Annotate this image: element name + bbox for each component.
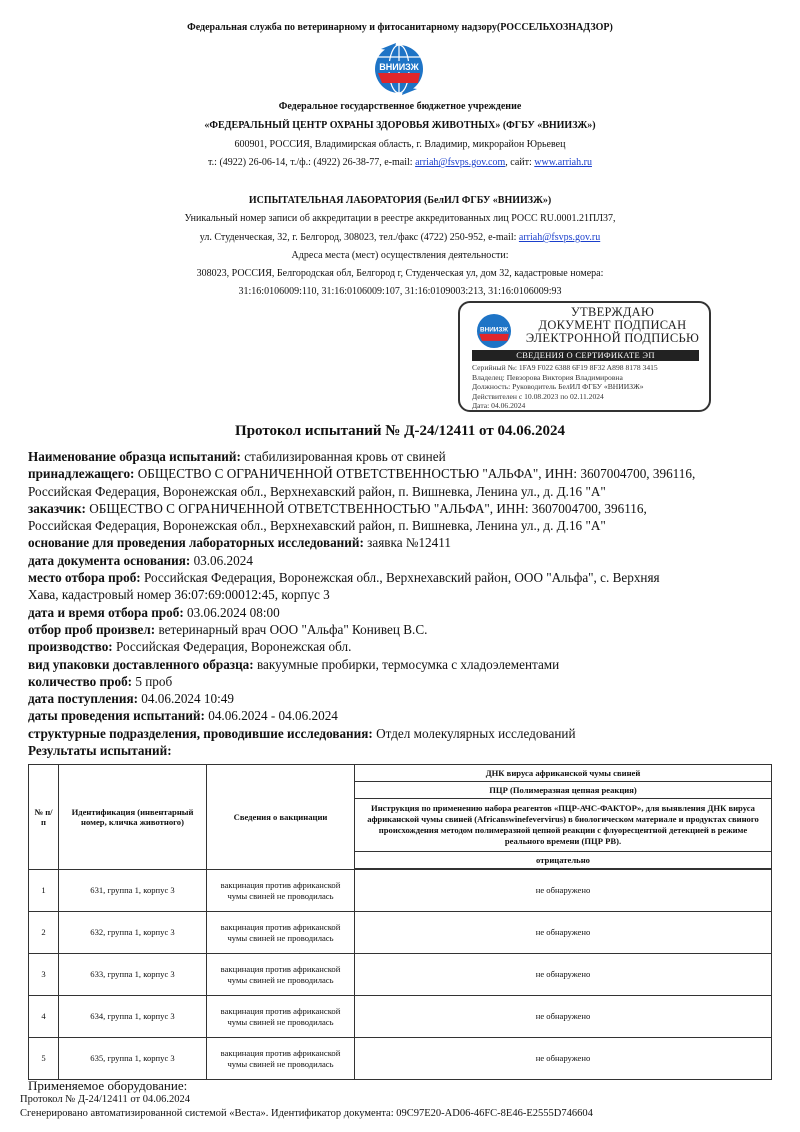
cell-num: 3 (29, 954, 59, 996)
field-row (28, 465, 788, 482)
field-label: количество проб: (28, 673, 133, 689)
cadastral-numbers: 31:16:0106009:110, 31:16:0106009:107, 31:16:0109003:213, 31:16:0106009:93 (238, 286, 562, 297)
table-row (29, 996, 772, 1038)
field-value: 04.06.2024 10:49 (137, 691, 234, 707)
field-label: Результаты испытаний: (28, 743, 172, 759)
contacts-text: т.: (4922) 26-06-14, т./ф.: (4922) 26-38-77, e-mail: (208, 157, 416, 168)
field-label: место отбора проб: (28, 570, 141, 586)
footer-protocol: Протокол № Д-24/12411 от 04.06.2024 (20, 1094, 190, 1105)
field-value: 03.06.2024 08:00 (183, 604, 280, 620)
lab-address (0, 232, 800, 243)
activity-address: 308023, РОССИЯ, Белгородская обл, Белгород г, Студенческая ул, дом 32, кадастровые номера: (196, 268, 604, 279)
cert-owner: Владелец: Певзорова Виктория Владимировна (472, 372, 623, 382)
field-value: ветеринарный врач ООО "Альфа" Конивец В.С. (155, 621, 428, 637)
field-value: Российская Федерация, Воронежская обл. (112, 639, 352, 655)
stamp-cert-bar: СВЕДЕНИЯ О СЕРТИФИКАТЕ ЭП (472, 350, 699, 361)
field-label: дата и время отбора проб: (28, 604, 184, 620)
cell-result: не обнаружено (355, 954, 772, 996)
cell-num: 4 (29, 996, 59, 1038)
field-label: отбор проб произвел: (28, 621, 156, 637)
field-label: структурные подразделения, проводившие исследования: (28, 725, 373, 741)
field-row (28, 725, 788, 742)
field-label: даты проведения испытаний: (28, 708, 205, 724)
cell-result: не обнаружено (355, 1038, 772, 1080)
field-row (28, 638, 788, 655)
field-value: 04.06.2024 - 04.06.2024 (204, 708, 338, 724)
cell-num: 2 (29, 912, 59, 954)
cell-vaccination: вакцинация против африканской чумы свиней не проводилась (207, 1038, 355, 1080)
equipment-label: Применяемое оборудование: (28, 1078, 188, 1093)
cell-num: 5 (29, 1038, 59, 1080)
stamp-cert-info (472, 363, 658, 411)
field-label: дата поступления: (28, 691, 138, 707)
field-row (28, 673, 788, 690)
stamp-title (520, 306, 705, 345)
field-label: принадлежащего: (28, 466, 135, 482)
field-value: вакуумные пробирки, термосумка с хладоэлементами (253, 656, 560, 672)
field-value: Российская Федерация, Воронежская обл., Верхнехавский район, п. Вишневка, Ленина ул., д. Д.16 "А" (28, 518, 606, 534)
cell-id: 632, группа 1, корпус 3 (59, 912, 207, 954)
lab-name: ИСПЫТАТЕЛЬНАЯ ЛАБОРАТОРИЯ (БелИЛ ФГБУ «ВНИИЗЖ») (248, 195, 552, 206)
institution-type: Федеральное государственное бюджетное учреждение (278, 101, 522, 112)
table-row (29, 912, 772, 954)
field-label: Наименование образца испытаний: (28, 449, 241, 464)
stamp-line-electronic: ЭЛЕКТРОННОЙ ПОДПИСЬЮ (525, 331, 700, 345)
lab-email-link[interactable]: arriah@fsvps.gov.ru (518, 232, 601, 243)
institution-name: «ФЕДЕРАЛЬНЫЙ ЦЕНТР ОХРАНЫ ЗДОРОВЬЯ ЖИВОТНЫХ» (ФГБУ «ВНИИЗЖ») (204, 120, 596, 131)
cell-num: 1 (29, 870, 59, 912)
col-header-id: Идентификация (инвентарный номер, кличка животного) (59, 765, 207, 870)
field-label: производство: (28, 639, 113, 655)
field-label: дата документа основания: (28, 552, 191, 568)
field-row (28, 586, 788, 603)
col-header-method: ПЦР (Полимеразная цепная реакция) (355, 782, 772, 799)
field-row (28, 552, 788, 569)
cell-id: 633, группа 1, корпус 3 (59, 954, 207, 996)
vniizzh-logo-icon (368, 41, 430, 97)
field-row (28, 534, 788, 551)
field-value: ОБЩЕСТВО С ОГРАНИЧЕННОЙ ОТВЕТСТВЕННОСТЬЮ "АЛЬФА", ИНН: 3607004700, 396116, (134, 466, 696, 482)
field-value: стабилизированная кровь от свиней (240, 449, 446, 464)
agency-name: Федеральная служба по ветеринарному и фитосанитарному надзору(РОССЕЛЬХОЗНАДЗОР) (187, 22, 613, 33)
field-value: ОБЩЕСТВО С ОГРАНИЧЕННОЙ ОТВЕТСТВЕННОСТЬЮ "АЛЬФА", ИНН: 3607004700, 396116, (85, 500, 647, 516)
field-label: заказчик: (28, 500, 86, 516)
stamp-line-signed: ДОКУМЕНТ ПОДПИСАН (538, 318, 687, 332)
cell-vaccination: вакцинация против африканской чумы свиней не проводилась (207, 996, 355, 1038)
cell-id: 631, группа 1, корпус 3 (59, 870, 207, 912)
field-value: заявка №12411 (363, 535, 451, 551)
lab-accreditation: Уникальный номер записи об аккредитации в реестре аккредитованных лиц РОСС RU.0001.21ПЛ37, (184, 213, 616, 224)
stamp-logo-icon (472, 311, 516, 351)
field-row (28, 604, 788, 621)
cell-vaccination: вакцинация против африканской чумы свиней не проводилась (207, 954, 355, 996)
col-header-norm: отрицательно (355, 852, 772, 869)
cert-serial: Серийный №: 1FA9 F022 6388 6F19 8F32 A898 8178 3415 (472, 363, 658, 372)
table-row (29, 870, 772, 912)
cert-position: Должность: Руководитель БелИЛ ФГБУ «ВНИИЗЖ» (472, 382, 644, 392)
svg-text:ВНИИЗЖ: ВНИИЗЖ (480, 326, 508, 334)
field-row (28, 690, 788, 707)
e-signature-stamp (458, 301, 711, 412)
table-row (29, 954, 772, 996)
field-label: вид упаковки доставленного образца: (28, 656, 254, 672)
stamp-line-approve: УТВЕРЖДАЮ (570, 305, 655, 319)
site-link[interactable]: www.arriah.ru (534, 157, 592, 168)
field-value: Российская Федерация, Воронежская обл., Верхнехавский район, п. Вишневка, Ленина ул., д. Д.16 "А" (28, 483, 606, 499)
cell-vaccination: вакцинация против африканской чумы свиней не проводилась (207, 870, 355, 912)
institution-address: 600901, РОССИЯ, Владимирская область, г. Владимир, микрорайон Юрьевец (234, 139, 566, 150)
cert-date: Дата: 04.06.2024 (472, 401, 526, 411)
cell-vaccination: вакцинация против африканской чумы свиней не проводилась (207, 912, 355, 954)
field-row (28, 483, 788, 500)
field-value: Хава, кадастровый номер 36:07:69:00012:45, корпус 3 (28, 587, 330, 603)
email-link[interactable]: arriah@fsvps.gov.com (415, 157, 506, 168)
field-row (28, 707, 788, 724)
field-value: Российская Федерация, Воронежская обл., Верхнехавский район, ООО "Альфа", с. Верхняя (140, 570, 660, 586)
svg-text:ВНИИЗЖ: ВНИИЗЖ (379, 62, 419, 72)
lab-address-text: ул. Студенческая, 32, г. Белгород, 308023, тел./факс (4722) 250-952, e-mail: (199, 232, 519, 243)
field-row (28, 448, 788, 465)
cell-id: 634, группа 1, корпус 3 (59, 996, 207, 1038)
results-heading (28, 742, 788, 759)
results-table (28, 764, 772, 1080)
field-row (28, 500, 788, 517)
col-header-num: № п/п (29, 765, 59, 870)
table-row (29, 1038, 772, 1080)
footer-generated: Сгенерировано автоматизированной системой «Веста». Идентификатор документа: 09C97E20-AD06-46FC-8E46-E2555D746604 (20, 1108, 593, 1119)
field-label: основание для проведения лабораторных исследований: (28, 535, 364, 551)
cell-result: не обнаружено (355, 996, 772, 1038)
field-value: Отдел молекулярных исследований (372, 725, 576, 741)
cell-result: не обнаружено (355, 912, 772, 954)
institution-contacts (0, 157, 800, 168)
field-row (28, 517, 788, 534)
sample-details (28, 448, 788, 759)
site-label: , сайт: (505, 157, 535, 168)
col-header-instruction: Инструкция по применению набора реагентов «ПЦР-АЧС-ФАКТОР», для выявления ДНК вируса африканской чумы свиней (Africanswinefevervirus) в биологическом материале и продуктах свиного происхождения методом полимеразной цепной реакции с флуоресцентной детекцией в режиме реального времени (ПЦР РВ). (355, 799, 772, 852)
field-value: 5 проб (132, 673, 173, 689)
cell-id: 635, группа 1, корпус 3 (59, 1038, 207, 1080)
activity-label: Адреса места (мест) осуществления деятельности: (291, 250, 509, 261)
col-header-target: ДНК вируса африканской чумы свиней (355, 765, 772, 782)
field-value: 03.06.2024 (190, 552, 253, 568)
col-header-vaccination: Сведения о вакцинации (207, 765, 355, 870)
field-row (28, 656, 788, 673)
cert-validity: Действителен с 10.08.2023 по 02.11.2024 (472, 391, 604, 401)
protocol-title: Протокол испытаний № Д-24/12411 от 04.06.2024 (235, 423, 565, 439)
cell-result: не обнаружено (355, 870, 772, 912)
field-row (28, 621, 788, 638)
field-row (28, 569, 788, 586)
